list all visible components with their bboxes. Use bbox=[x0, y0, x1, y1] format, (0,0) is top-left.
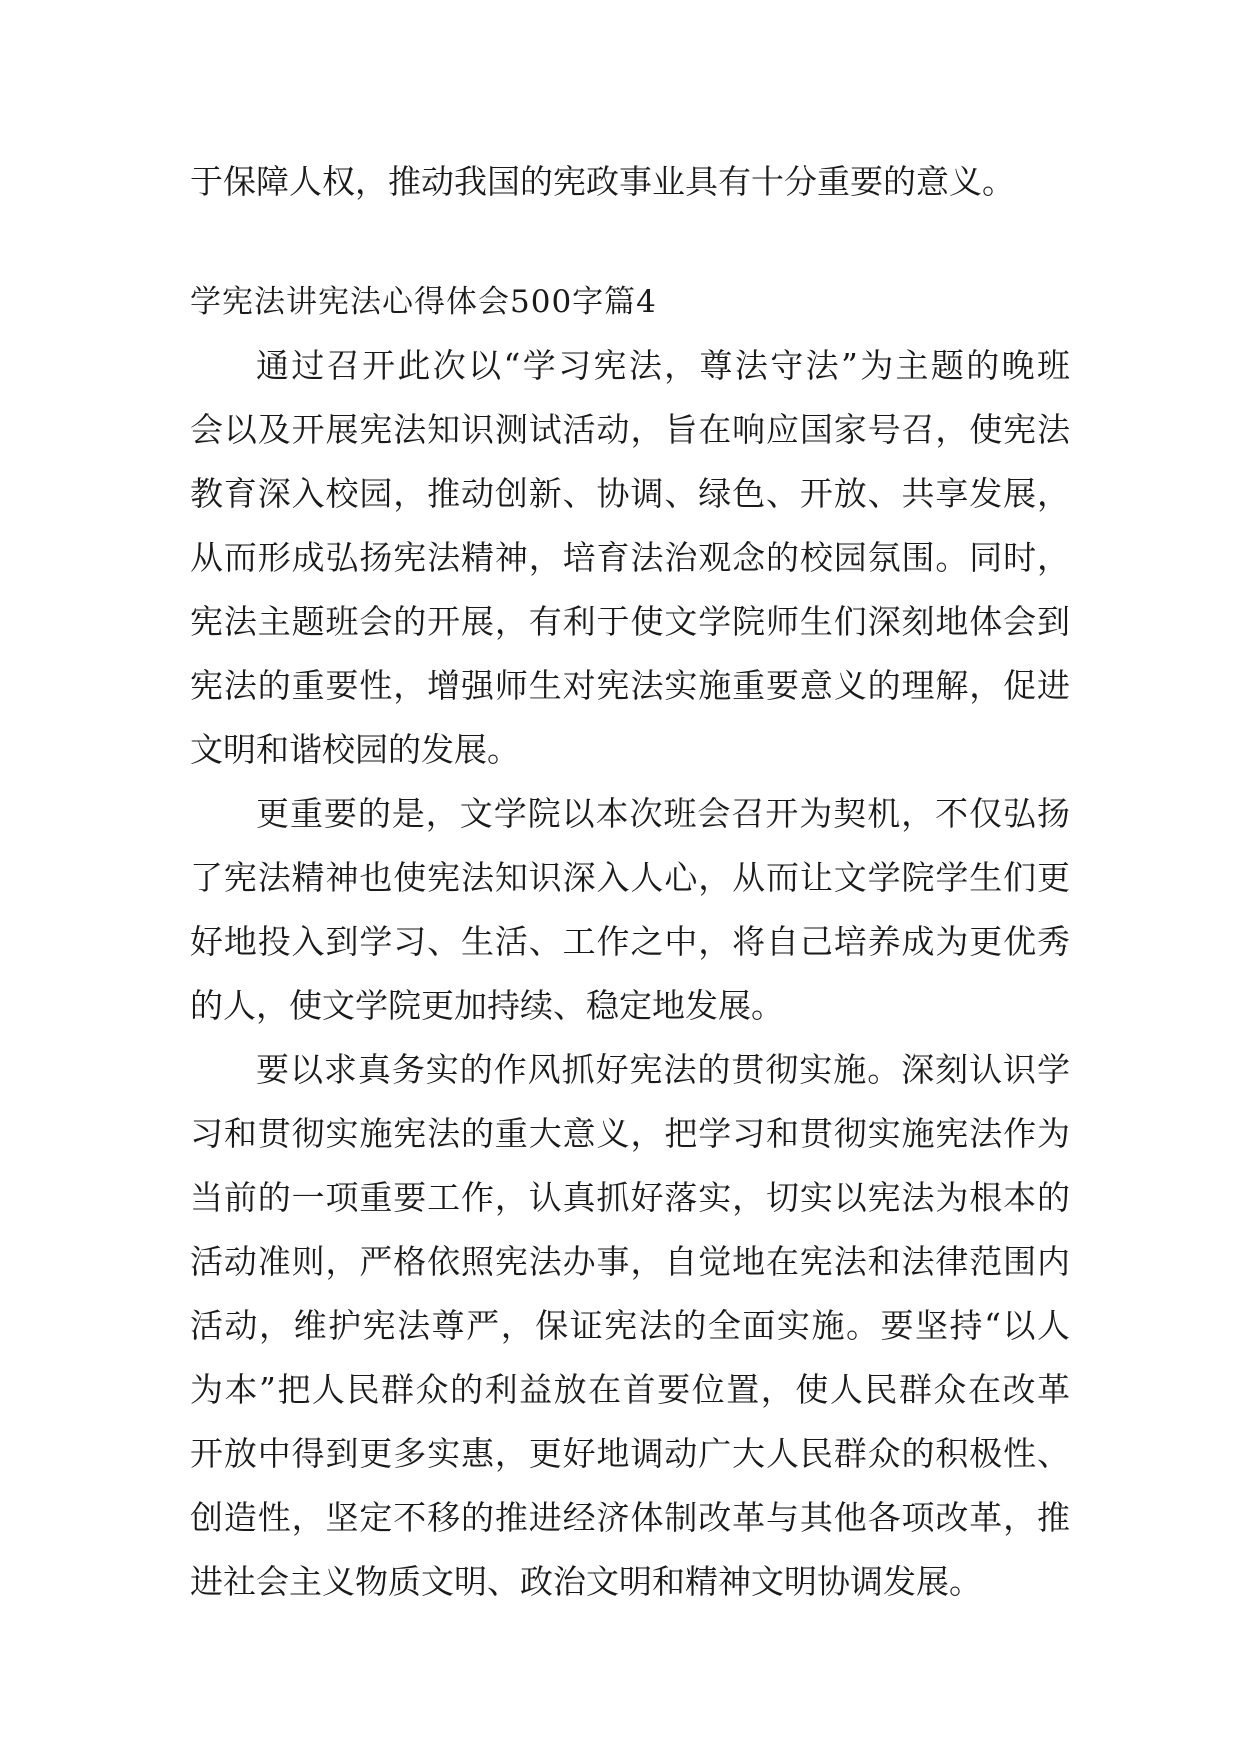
paragraph-1-line: 会以及开展宪法知识测试活动，旨在响应国家号召，使宪法 bbox=[190, 410, 1070, 449]
paragraph-3-line: 要以求真务实的作风抓好宪法的贯彻实施。深刻认识学 bbox=[256, 1050, 1070, 1089]
paragraph-3-line: 活动准则，严格依照宪法办事，自觉地在宪法和法律范围内 bbox=[190, 1242, 1070, 1281]
paragraph-3-line: 开放中得到更多实惠，更好地调动广大人民群众的积极性、 bbox=[190, 1434, 1070, 1473]
paragraph-1-line: 文明和谐校园的发展。 bbox=[190, 730, 520, 769]
paragraph-3-line: 为本”把人民群众的利益放在首要位置，使人民群众在改革 bbox=[190, 1370, 1070, 1409]
paragraph-1-line: 通过召开此次以“学习宪法，尊法守法”为主题的晚班 bbox=[256, 346, 1070, 385]
paragraph-2-line: 了宪法精神也使宪法知识深入人心，从而让文学院学生们更 bbox=[190, 858, 1070, 897]
paragraph-3-line: 进社会主义物质文明、政治文明和精神文明协调发展。 bbox=[190, 1562, 982, 1601]
paragraph-3-line: 创造性，坚定不移的推进经济体制改革与其他各项改革，推 bbox=[190, 1498, 1070, 1537]
paragraph-1-line: 教育深入校园，推动创新、协调、绿色、开放、共享发展， bbox=[190, 474, 1070, 513]
continuation-line: 于保障人权，推动我国的宪政事业具有十分重要的意义。 bbox=[190, 162, 1015, 201]
paragraph-2-line: 更重要的是，文学院以本次班会召开为契机，不仅弘扬 bbox=[256, 794, 1070, 833]
paragraph-1-line: 宪法的重要性，增强师生对宪法实施重要意义的理解，促进 bbox=[190, 666, 1070, 705]
paragraph-1-line: 从而形成弘扬宪法精神，培育法治观念的校园氛围。同时， bbox=[190, 538, 1070, 577]
paragraph-3-line: 当前的一项重要工作，认真抓好落实，切实以宪法为根本的 bbox=[190, 1178, 1070, 1217]
section-title: 学宪法讲宪法心得体会500字篇4 bbox=[190, 284, 657, 320]
paragraph-2-line: 的人，使文学院更加持续、稳定地发展。 bbox=[190, 986, 784, 1025]
paragraph-2-line: 好地投入到学习、生活、工作之中，将自己培养成为更优秀 bbox=[190, 922, 1070, 961]
paragraph-1-line: 宪法主题班会的开展，有利于使文学院师生们深刻地体会到 bbox=[190, 602, 1070, 641]
paragraph-3-line: 习和贯彻实施宪法的重大意义，把学习和贯彻实施宪法作为 bbox=[190, 1114, 1070, 1153]
paragraph-3-line: 活动，维护宪法尊严，保证宪法的全面实施。要坚持“以人 bbox=[190, 1306, 1070, 1345]
